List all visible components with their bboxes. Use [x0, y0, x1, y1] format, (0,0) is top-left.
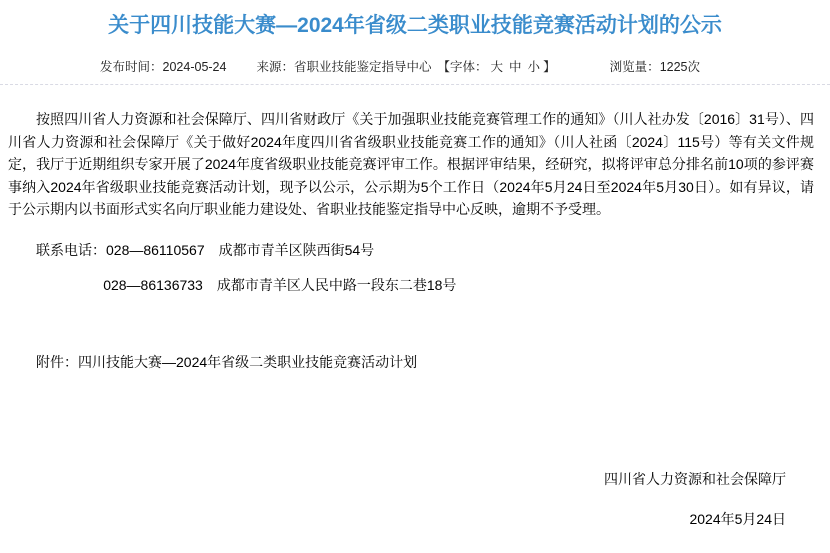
source-label: 来源：: [256, 60, 294, 74]
font-size-medium-button[interactable]: 中: [506, 57, 525, 75]
publish-time: [100, 57, 226, 75]
view-count: [610, 57, 700, 75]
view-count-label: 浏览量：: [609, 60, 660, 74]
source-value: 省职业技能鉴定指导中心: [293, 60, 432, 74]
dashed-divider: [0, 84, 830, 85]
signature-agency: 四川省人力资源和社会保障厅: [604, 471, 786, 487]
font-size-selector: [438, 57, 556, 75]
source: [256, 57, 431, 75]
signature-date: 2024年5月24日: [689, 510, 786, 527]
attachment-label: 附件：: [36, 353, 78, 370]
signature-block: [8, 468, 814, 530]
font-selector-close-label: 】: [543, 60, 556, 74]
publish-time-label: 发布时间：: [100, 60, 163, 74]
meta-bar: [0, 57, 830, 75]
page-title: 关于四川技能大赛—2024年省级二类职业技能竞赛活动计划的公示: [108, 14, 722, 37]
view-count-value: 1225次: [659, 60, 700, 74]
announcement-paragraph: 按照四川省人力资源和社会保障厅、四川省财政厅《关于加强职业技能竞赛管理工作的通知》（川人社办发〔2016〕31号）、四川省人力资源和社会保障厅《关于做好2024年度四川省省级职业技能竞赛工作的通知》（川人社函〔2024〕115号）等有关文件规定，我厅于近期组织专家开展了2024年度省级职业技能竞赛评审工作。根据评审结果，经研究，拟将评审总分排名前10项的参评赛事纳入2024年省级职业技能竞赛活动计划，现予以公示，公示期为5个工作日（2024年5月24日至2024年5月30日）。如有异议，请于公示期内以书面形式实名向厅职业能力建设处、省职业技能鉴定指导中心反映，逾期不予受理。: [8, 111, 814, 217]
attachment-link[interactable]: 四川技能大赛—2024年省级二类职业技能竞赛活动计划: [78, 353, 418, 370]
font-size-small-button[interactable]: 小: [525, 57, 544, 75]
attachment-row: [8, 351, 814, 374]
contact-line-2: 028—86136733 成都市青羊区人民中路一段东二巷18号: [103, 277, 457, 293]
font-size-large-button[interactable]: 大: [488, 57, 507, 75]
announcement-content: [0, 108, 830, 530]
publish-time-value: 2024-05-24: [162, 60, 227, 74]
font-selector-open-label: 【字体：: [437, 60, 488, 74]
contact-line-1: 联系电话：028—86110567 成都市青羊区陕西街54号: [36, 241, 375, 258]
